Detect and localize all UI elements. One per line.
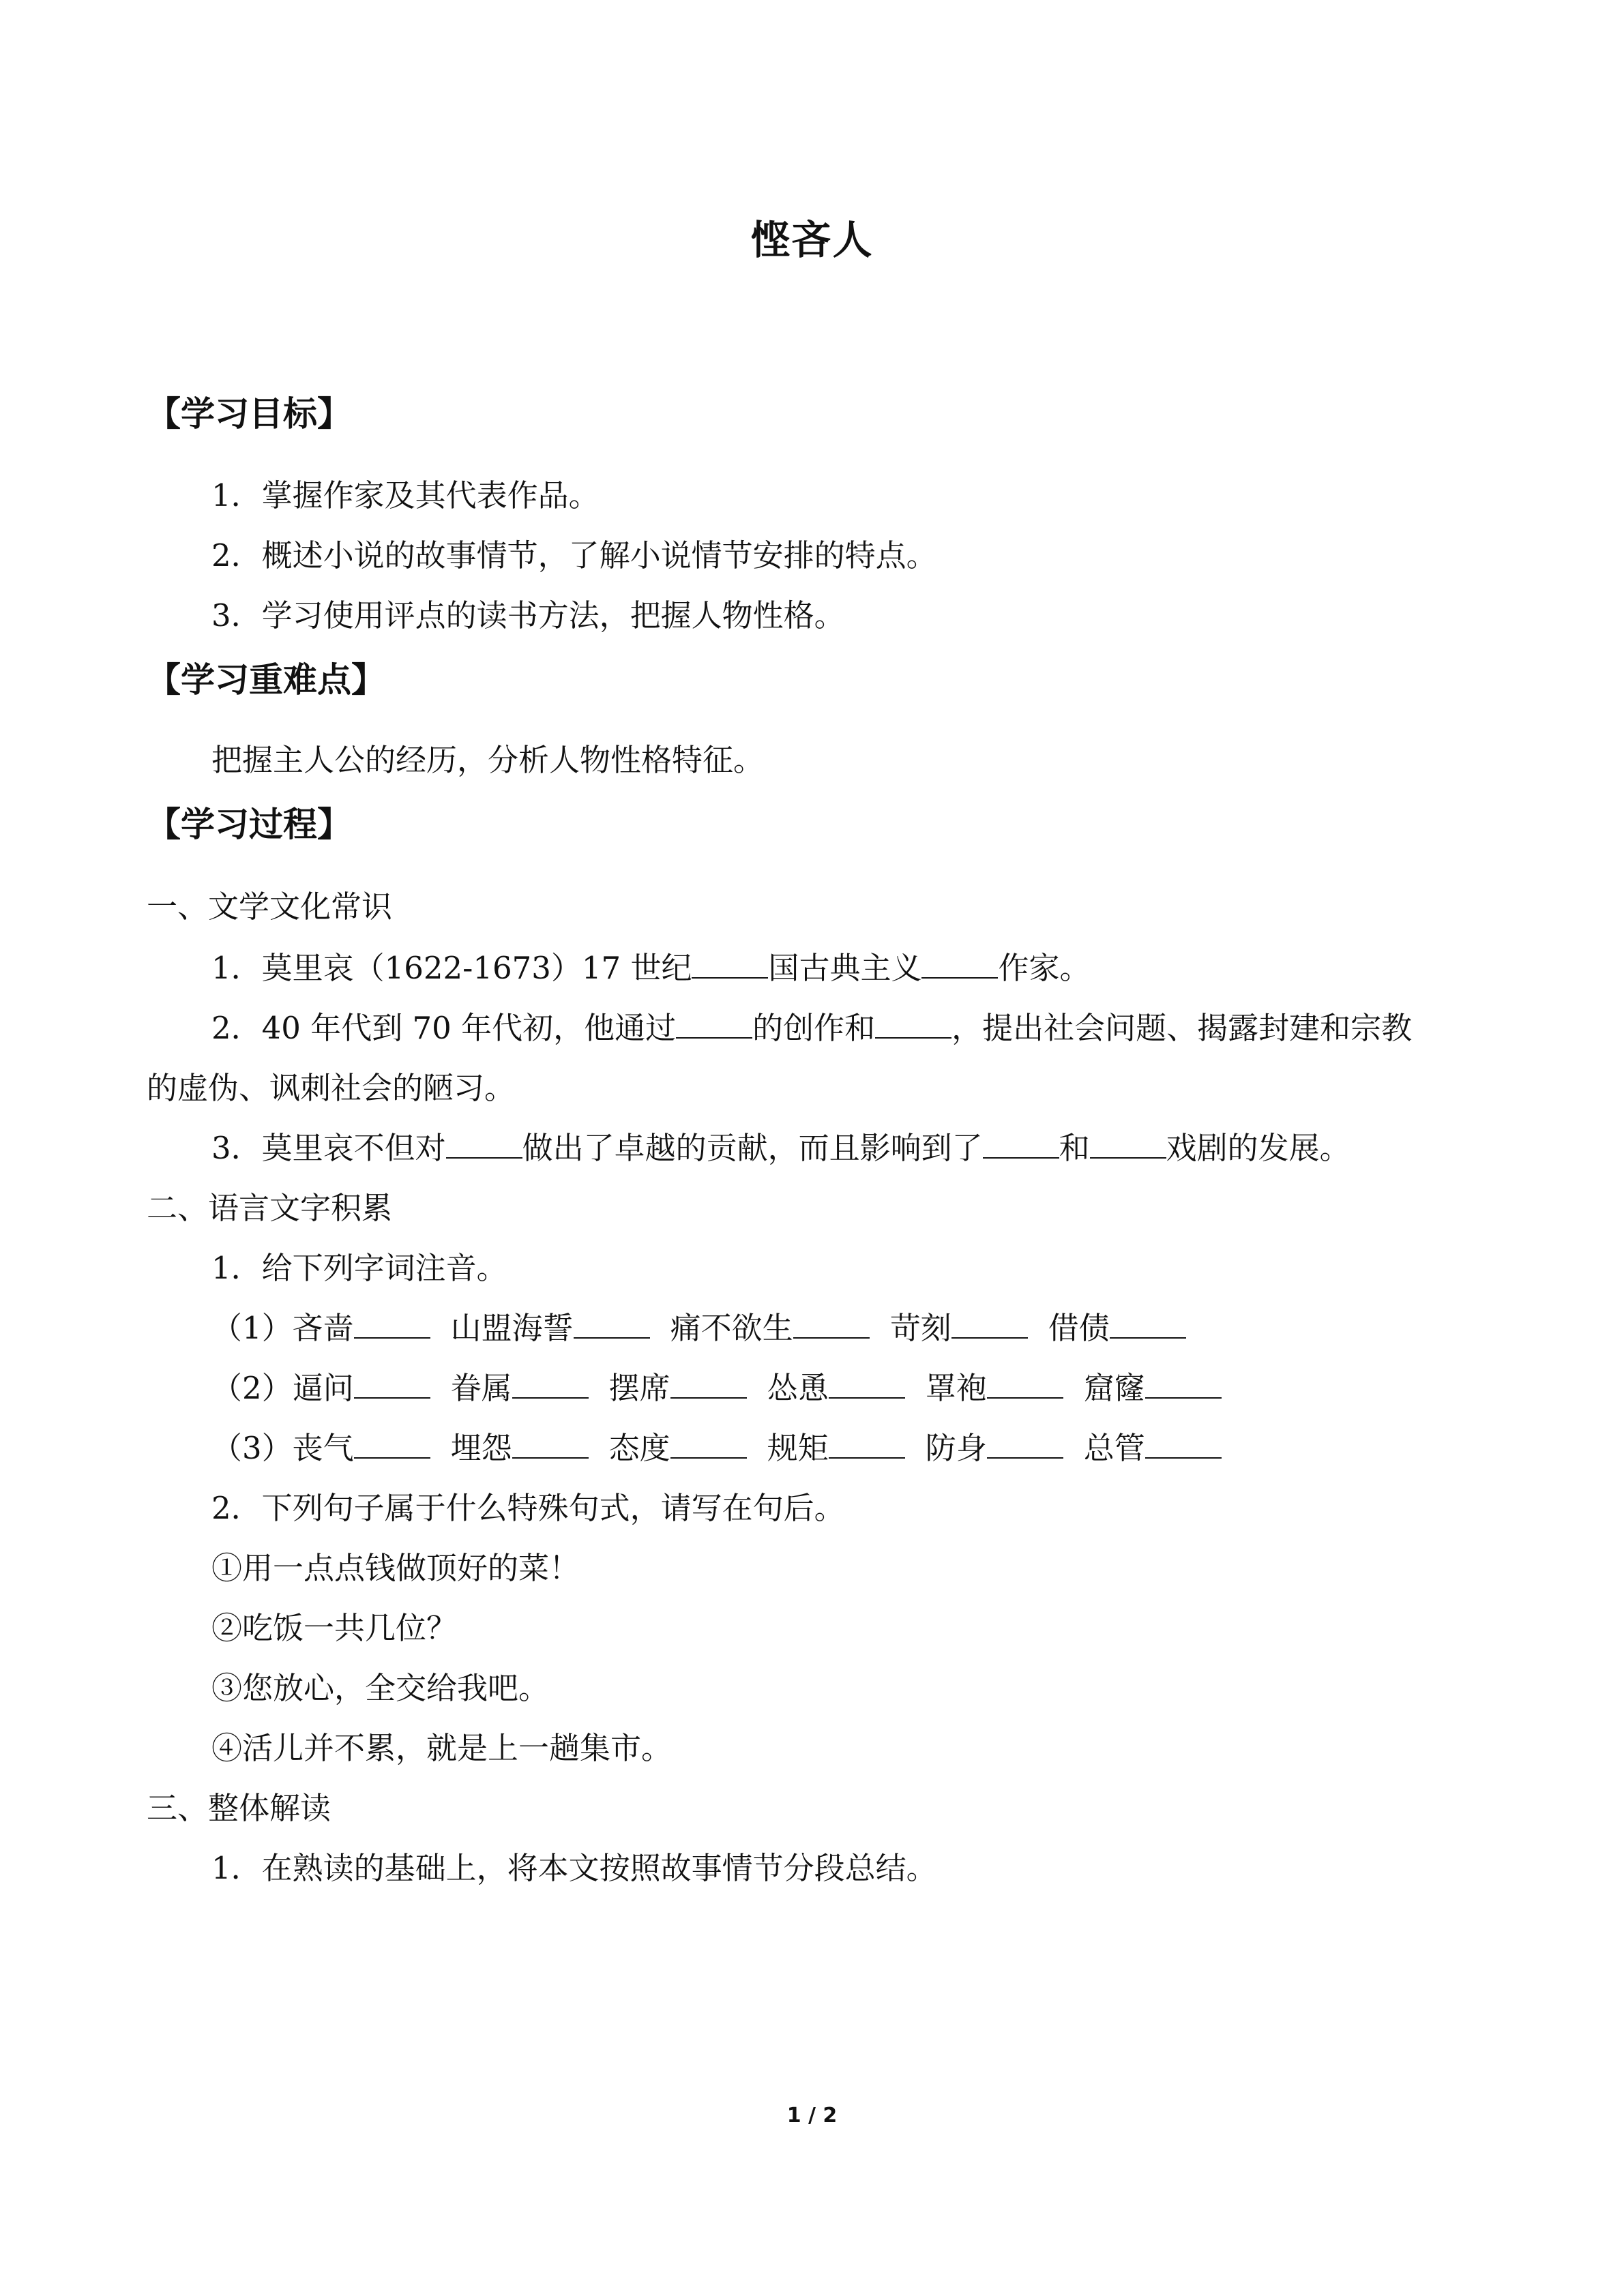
answer-blank[interactable] xyxy=(446,1130,522,1159)
word-item: 丧气 xyxy=(293,1428,430,1469)
word-item: 山盟海誓 xyxy=(451,1308,650,1349)
answer-blank[interactable] xyxy=(354,1430,430,1459)
section2-title: 二、语言文字积累 xyxy=(147,1190,393,1226)
section3-title: 三、整体解读 xyxy=(147,1790,331,1826)
section1-q2: 2．40 年代到 70 年代初，他通过 的创作和 ，提出社会问题、揭露封建和宗教 xyxy=(211,1010,1413,1046)
answer-blank[interactable] xyxy=(512,1370,589,1399)
answer-blank[interactable] xyxy=(987,1430,1063,1459)
answer-blank[interactable] xyxy=(1145,1370,1222,1399)
answer-blank[interactable] xyxy=(1145,1430,1222,1459)
word-item: 规矩 xyxy=(767,1428,905,1469)
word-item: 苛刻 xyxy=(890,1308,1028,1349)
sentence-item: ①用一点点钱做顶好的菜！ xyxy=(211,1550,580,1586)
answer-blank[interactable] xyxy=(354,1370,430,1399)
sentence-item: ④活儿并不累，就是上一趟集市。 xyxy=(211,1730,673,1766)
word-item: 怂恿 xyxy=(767,1368,905,1409)
word-item: 逼问 xyxy=(293,1368,430,1409)
section3-q1: 1．在熟读的基础上，将本文按照故事情节分段总结。 xyxy=(211,1850,937,1886)
pinyin-row-2: （2）逼问 眷属 摆席 怂恿 罩袍 窟窿 xyxy=(211,1368,1242,1409)
word-item: 窟窿 xyxy=(1084,1368,1222,1409)
section1-title: 一、文学文化常识 xyxy=(147,889,393,925)
section1-q1: 1．莫里哀（1622-1673）17 世纪 国古典主义 作家。 xyxy=(211,950,1091,986)
answer-blank[interactable] xyxy=(829,1370,905,1399)
word-item: 借债 xyxy=(1048,1308,1186,1349)
answer-blank[interactable] xyxy=(670,1430,747,1459)
word-item: 痛不欲生 xyxy=(670,1308,870,1349)
answer-blank[interactable] xyxy=(983,1130,1059,1159)
objectives-heading: 【学习目标】 xyxy=(147,394,351,434)
answer-blank[interactable] xyxy=(987,1370,1063,1399)
word-item: 总管 xyxy=(1084,1428,1222,1469)
sentence-item: ②吃饭一共几位？ xyxy=(211,1610,458,1646)
pinyin-row-3: （3）丧气 埋怨 态度 规矩 防身 总管 xyxy=(211,1428,1242,1469)
objective-item: 2．概述小说的故事情节，了解小说情节安排的特点。 xyxy=(211,537,937,573)
page-number: 1 / 2 xyxy=(786,2104,838,2128)
keypoints-text: 把握主人公的经历，分析人物性格特征。 xyxy=(211,742,765,778)
word-item: 罩袍 xyxy=(926,1368,1063,1409)
answer-blank[interactable] xyxy=(793,1310,870,1339)
answer-blank[interactable] xyxy=(1090,1130,1166,1159)
objective-item: 1．掌握作家及其代表作品。 xyxy=(211,477,600,513)
answer-blank[interactable] xyxy=(574,1310,650,1339)
word-item: 吝啬 xyxy=(293,1308,430,1349)
word-item: 态度 xyxy=(609,1428,747,1469)
word-item: 防身 xyxy=(926,1428,1063,1469)
answer-blank[interactable] xyxy=(512,1430,589,1459)
sentence-item: ③您放心，全交给我吧。 xyxy=(211,1670,550,1706)
keypoints-heading: 【学习重难点】 xyxy=(147,660,385,700)
answer-blank[interactable] xyxy=(921,950,998,979)
answer-blank[interactable] xyxy=(1110,1310,1186,1339)
answer-blank[interactable] xyxy=(354,1310,430,1339)
process-heading: 【学习过程】 xyxy=(147,805,351,844)
section1-q2-continued: 的虚伪、讽刺社会的陋习。 xyxy=(147,1070,516,1106)
page-title: 悭吝人 xyxy=(750,217,874,263)
answer-blank[interactable] xyxy=(676,1010,752,1039)
answer-blank[interactable] xyxy=(692,950,768,979)
word-item: 埋怨 xyxy=(451,1428,589,1469)
section2-q2: 2．下列句子属于什么特殊句式，请写在句后。 xyxy=(211,1490,845,1526)
answer-blank[interactable] xyxy=(670,1370,747,1399)
answer-blank[interactable] xyxy=(875,1010,951,1039)
objective-item: 3．学习使用评点的读书方法，把握人物性格。 xyxy=(211,597,845,633)
word-item: 眷属 xyxy=(451,1368,589,1409)
answer-blank[interactable] xyxy=(829,1430,905,1459)
section1-q3: 3．莫里哀不但对 做出了卓越的贡献，而且影响到了 和 戏剧的发展。 xyxy=(211,1130,1350,1166)
word-item: 摆席 xyxy=(609,1368,747,1409)
section2-q1: 1．给下列字词注音。 xyxy=(211,1250,507,1286)
answer-blank[interactable] xyxy=(951,1310,1028,1339)
pinyin-row-1: （1）吝啬 山盟海誓 痛不欲生 苛刻 借债 xyxy=(211,1308,1207,1349)
